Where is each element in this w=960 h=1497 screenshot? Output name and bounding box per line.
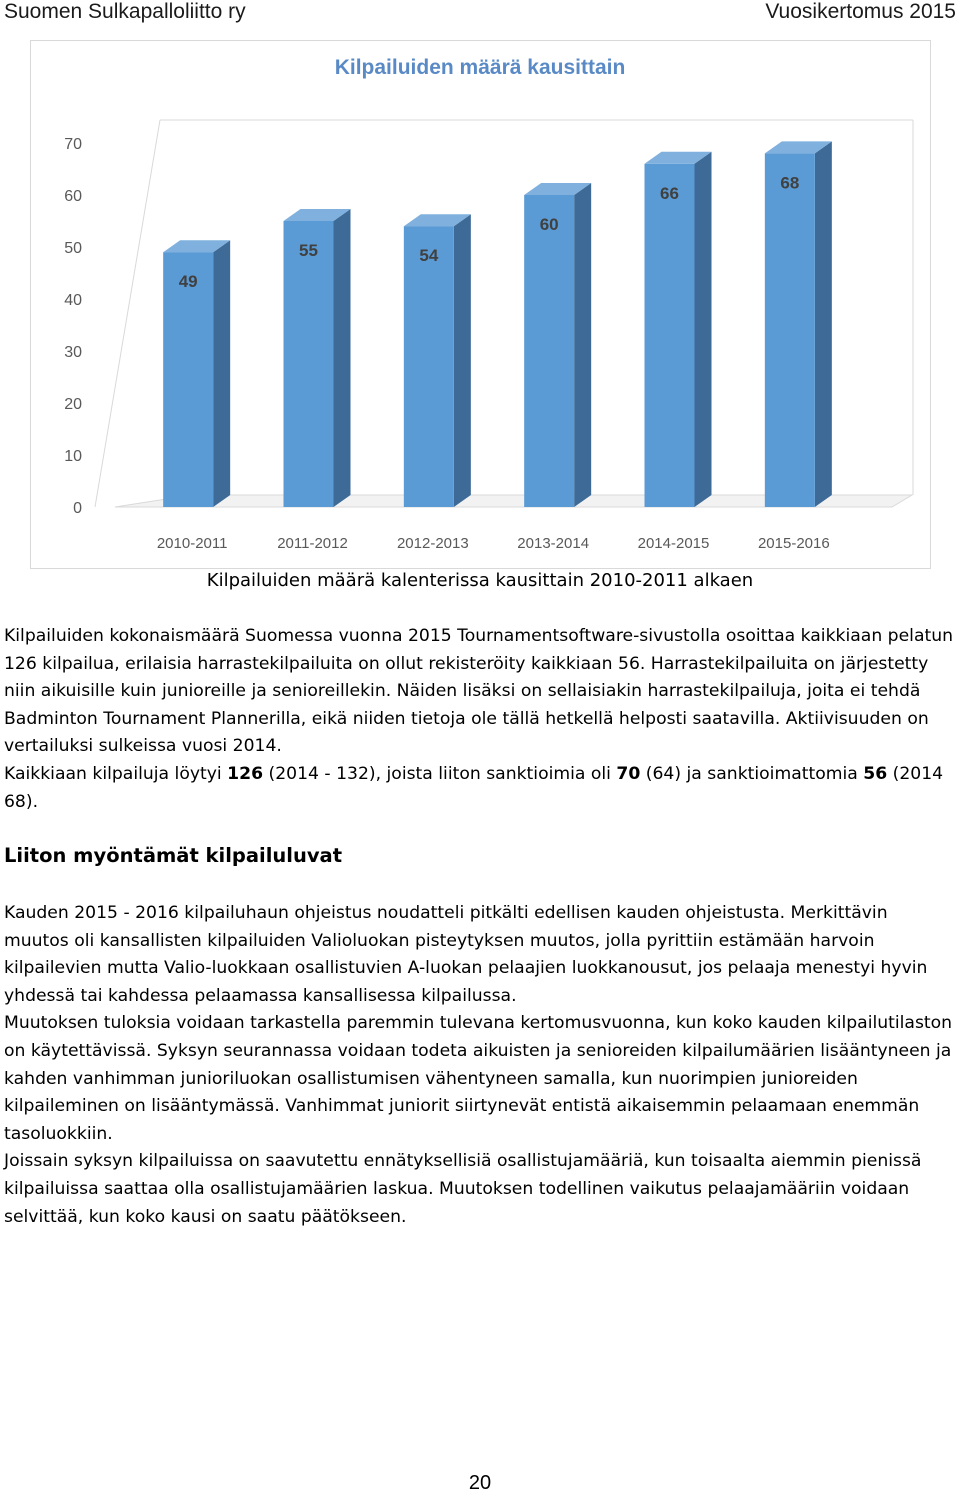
bar-side [334,209,351,507]
bar [524,195,574,507]
data-label: 66 [660,183,679,203]
data-label: 55 [299,241,318,260]
chart-caption: Kilpailuiden määrä kalenterissa kausittain 2010-2011 alkaen [206,570,754,591]
y-tick-label: 20 [64,396,82,413]
bar-side [815,141,832,507]
paragraph-text: (2014 - 132), joista liiton sanktioimia oli [263,763,617,784]
data-label: 68 [780,173,800,193]
paragraph-licenses [4,900,956,1231]
bold-value-unsanctioned: 56 [863,763,888,784]
data-label: 60 [539,215,559,234]
x-tick-label: 2014-2015 [637,535,710,552]
paragraph-text: Joissain syksyn kilpailuissa on saavutettu ennätyksellisiä osallistujamääriä, kun toisaalta aiemmin pienissä kilpailuissa saattaa olla osallistujamäärien laskua. Muutoksen todellinen vaikutus pelaajamääriin voidaan selvittää, kun koko kausi on saatu päätökseen. [4,1151,922,1227]
bar [765,153,815,507]
bold-value-total: 126 [227,763,264,784]
header-organization: Suomen Sulkapalloliitto ry [4,0,246,23]
paragraph-text: Muutoksen tuloksia voidaan tarkastella paremmin tulevana kertomusvuonna, kun koko kauden kilpailutilaston on käytettävissä. Syksyn seurannassa voidaan todeta aikuisten ja senioreiden kilpailumäärien lisääntyneen ja kahden vanhimman junioriluokan osallistumisen vähentyneen samalla, kun nuorimpien junioreiden kilpaileminen on lisääntymässä. Vanhimmat juniorit siirtynevät entistä aikaisemmin pelaamaan enemmän tasoluokkiin. [4,1013,953,1144]
x-tick-label: 2015-2016 [757,535,830,552]
paragraph-text: (64) ja sanktioimattomia [640,763,864,784]
x-tick-label: 2011-2012 [277,535,348,552]
bar-side [574,183,591,507]
chart-left-wall-edge [95,120,160,507]
data-label: 54 [419,246,439,266]
y-tick-label: 10 [64,448,82,465]
x-tick-label: 2013-2014 [517,535,590,552]
bar [404,226,454,507]
y-tick-label: 0 [73,500,82,517]
paragraph-text: (2014 68). [4,763,944,812]
x-tick-label: 2010-2011 [156,535,228,552]
y-tick-label: 40 [64,292,82,309]
page-number: 20 [468,1472,492,1494]
y-tick-label: 30 [64,344,82,361]
bar-side [695,152,712,507]
x-tick-label: 2012-2013 [396,535,469,552]
paragraph-text: Kauden 2015 - 2016 kilpailuhaun ohjeistus noudatteli pitkälti edellisen kauden ohjeistusta. Merkittävin muutos oli kansallisten kilpailuiden Valioluokan pisteytyksen muutos, jolla pyrittiin estämään harvoin kilpailevien mutta Valio-luokkaan osallistuvien A-luokan pelaajien luokkanousut, jos pelaaja menestyi hyvin yhdessä tai kahdessa pelaamassa kansallisessa kilpailussa. [4,903,928,1006]
paragraph-text: Kaikkiaan kilpailuja löytyi [4,763,228,784]
bar-chart [0,0,960,570]
y-tick-label: 70 [64,136,82,153]
section-heading: Liiton myöntämät kilpailuluvat [4,844,343,867]
bar [284,221,334,507]
paragraph-text: Kilpailuiden kokonaismäärä Suomessa vuonna 2015 Tournamentsoftware-sivustolla osoittaa kaikkiaan pelatun 126 kilpailua, erilaisia harrastekilpailuita on ollut rekisteröity kaikkiaan 56. Harrastekilpailuita on järjestetty niin aikuisille kuin junioreille ja senioreillekin. Näiden lisäksi on sellaisiakin harrastekilpailuja, joita ei tehdä Badminton Tournament Plannerilla, eikä niiden tietoja ole tällä hetkellä helposti saatavilla. Aktiivisuuden on vertailuksi sulkeissa vuosi 2014. [4,626,954,757]
data-label: 49 [178,272,198,292]
bar-side [213,240,230,507]
paragraph-competitions [4,623,956,816]
chart-title: Kilpailuiden määrä kausittain [334,56,626,79]
bold-value-sanctioned: 70 [616,763,641,784]
bar [645,164,695,507]
header-report-title: Vuosikertomus 2015 [765,0,956,23]
y-tick-label: 60 [64,188,82,205]
bar-side [454,214,471,507]
y-tick-label: 50 [64,240,82,257]
